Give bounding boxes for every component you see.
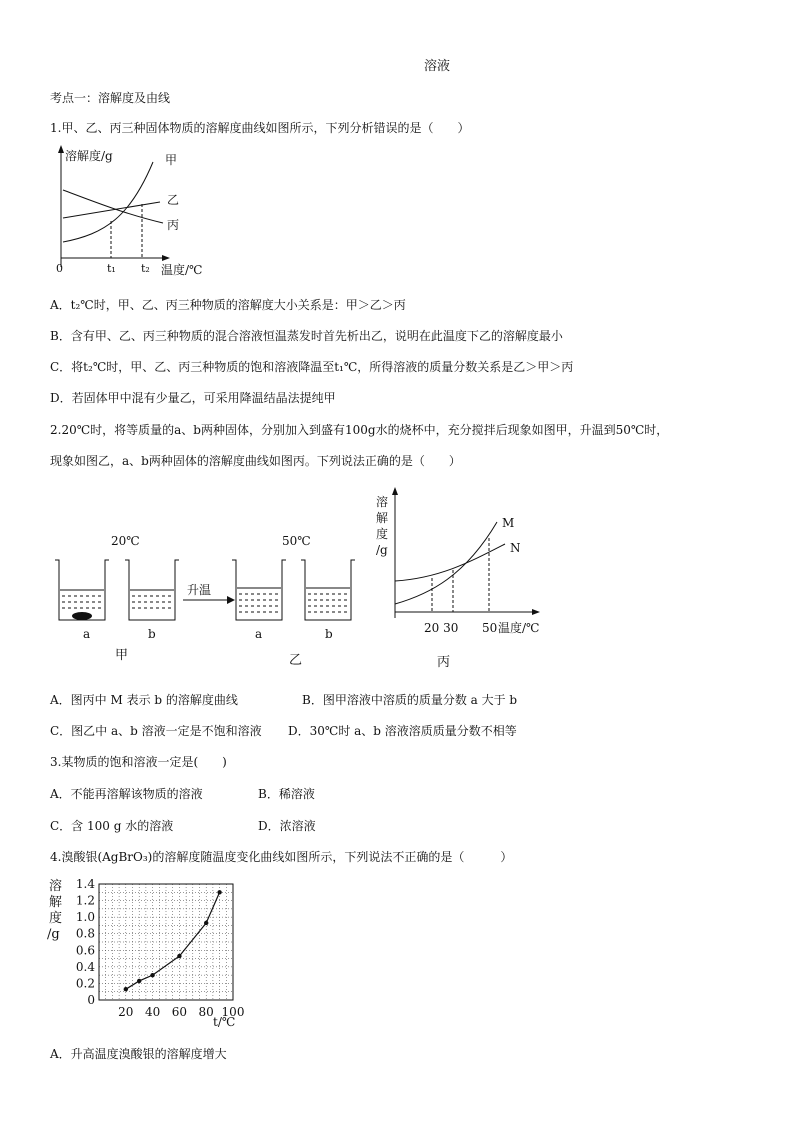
question-1-option-a: A．t₂℃时，甲、乙、丙三种物质的溶解度大小关系是：甲＞乙＞丙 <box>50 298 406 312</box>
y-tick-label: 1.0 <box>75 910 95 925</box>
q1-ylabel: 溶解度/g <box>65 149 113 163</box>
q4-ylabel-char-3: 度 <box>49 911 63 926</box>
data-point <box>137 979 141 983</box>
curve-label-n: N <box>510 541 521 555</box>
question-2-option-b: B．图甲溶液中溶质的质量分数 a 大于 b <box>302 693 518 707</box>
series-label-bing: 丙 <box>167 218 180 232</box>
y-tick-label: 0.2 <box>75 976 95 991</box>
x-tick-label: 80 <box>198 1005 214 1019</box>
question-2-stem-line-1: 2.20℃时，将等质量的a、b两种固体，分别加入到盛有100g水的烧杯中，充分搅拌后现象如图甲，升温到50℃时， <box>50 423 669 437</box>
undissolved-solid-a <box>72 612 92 620</box>
right-arrow-icon <box>227 596 235 604</box>
curve-yi <box>63 202 160 218</box>
question-1-option-d: D．若固体甲中混有少量乙，可采用降温结晶法提纯甲 <box>50 391 336 405</box>
q1-xlabel: 温度/℃ <box>161 263 203 277</box>
q4-axis-labels <box>76 877 245 1019</box>
y-axis-arrow-icon <box>58 145 64 153</box>
curve-jia <box>63 162 153 242</box>
q4-ylabel-char-4: /g <box>47 927 60 942</box>
question-2-option-d: D．30℃时 a、b 溶液溶质质量分数不相等 <box>288 724 517 738</box>
curve-bing <box>63 190 163 223</box>
y-tick-label: 0.4 <box>75 959 95 974</box>
q4-grid <box>99 884 233 1000</box>
figure-label-bing: 丙 <box>437 655 451 670</box>
x-tick-label: 100 <box>221 1005 245 1019</box>
question-3-option-c: C．含 100 g 水的溶液 <box>50 819 174 833</box>
question-1-option-c: C．将t₂℃时，甲、乙、丙三种物质的饱和溶液降温至t₁℃，所得溶液的质量分数关系是乙＞甲＞丙 <box>50 360 574 374</box>
question-1-stem: 1.甲、乙、丙三种固体物质的溶解度曲线如图所示，下列分析错误的是（ ） <box>50 121 470 135</box>
q2-beakers-figure <box>45 528 375 670</box>
question-3-stem: 3.某物质的饱和溶液一定是( ) <box>50 755 227 769</box>
y-tick-label: 1.2 <box>75 893 95 908</box>
series-label-jia: 甲 <box>165 153 178 167</box>
beaker-jia-b <box>125 560 179 620</box>
question-1-option-b: B．含有甲、乙、丙三种物质的混合溶液恒温蒸发时首先析出乙，说明在此温度下乙的溶解度最小 <box>50 329 563 343</box>
beaker-label-a-1: a <box>83 627 91 641</box>
x-tick-label: 40 <box>144 1005 161 1019</box>
data-point <box>177 954 181 958</box>
y-tick-label: 0.6 <box>75 943 95 958</box>
q1-solubility-figure <box>45 142 215 280</box>
arrow-label-heat: 升温 <box>187 583 212 597</box>
series-label-yi: 乙 <box>167 193 180 207</box>
beaker-jia-a <box>55 560 109 620</box>
beaker-label-b-1: b <box>148 627 156 641</box>
q2-x-tick-50: 50 <box>482 621 498 635</box>
q1-origin-label: 0 <box>56 262 63 275</box>
question-4-option-a: A．升高温度溴酸银的溶解度增大 <box>50 1047 227 1061</box>
q2-ylabel-char-3: 度 <box>376 527 389 541</box>
q2-temp-20: 20℃ <box>111 534 140 548</box>
beaker-yi-a <box>232 560 286 620</box>
q2-temp-50: 50℃ <box>282 534 311 548</box>
q2-x-ticks-20-30: 20 30 <box>424 621 459 635</box>
q2-ylabel-char-1: 溶 <box>376 495 389 509</box>
beaker-yi-b <box>301 560 355 620</box>
y-axis-arrow-icon <box>392 487 398 495</box>
x-axis-arrow-icon <box>162 255 170 261</box>
q4-solubility-chart <box>45 874 245 1034</box>
question-2-stem-line-2: 现象如图乙，a、b两种固体的溶解度曲线如图丙。下列说法正确的是（ ） <box>50 454 461 468</box>
q2-ylabel-char-4: /g <box>376 543 388 557</box>
x-tick-label: 60 <box>171 1005 188 1019</box>
y-tick-label: 0.8 <box>75 926 95 941</box>
y-tick-label: 1.4 <box>75 877 95 891</box>
q1-t1-label: t₁ <box>107 262 116 275</box>
q1-t2-label: t₂ <box>141 262 150 275</box>
q4-xlabel: t/℃ <box>213 1015 236 1029</box>
question-2-option-c: C．图乙中 a、b 溶液一定是不饱和溶液 <box>50 724 262 738</box>
data-point <box>124 987 128 991</box>
section-title: 考点一：溶解度及由线 <box>50 91 171 105</box>
page-title: 溶液 <box>424 59 451 74</box>
data-point <box>204 921 208 925</box>
q4-ylabel-char-1: 溶 <box>49 879 63 894</box>
data-point <box>217 890 221 894</box>
question-3-option-b: B．稀溶液 <box>258 787 315 801</box>
data-point <box>150 973 154 977</box>
beaker-label-a-2: a <box>255 627 263 641</box>
figure-label-yi: 乙 <box>289 653 303 668</box>
curve-m <box>395 522 497 604</box>
curve-label-m: M <box>502 516 515 530</box>
y-tick-label: 0 <box>87 993 95 1007</box>
x-axis-arrow-icon <box>532 609 540 615</box>
question-2-option-a: A．图丙中 M 表示 b 的溶解度曲线 <box>50 693 238 707</box>
question-3-option-a: A．不能再溶解该物质的溶液 <box>50 787 203 801</box>
figure-label-jia: 甲 <box>115 648 129 663</box>
q2-solubility-figure <box>370 486 560 672</box>
question-4-stem: 4.溴酸银(AgBrO₃)的溶解度随温度变化曲线如图所示，下列说法不正确的是（ ） <box>50 850 513 864</box>
x-tick-label: 20 <box>118 1005 134 1019</box>
q4-ylabel-char-2: 解 <box>49 895 63 910</box>
q2-xlabel: 温度/℃ <box>498 621 540 635</box>
question-3-option-d: D．浓溶液 <box>258 819 316 833</box>
q2-ylabel-char-2: 解 <box>376 511 389 525</box>
beaker-label-b-2: b <box>325 627 333 641</box>
